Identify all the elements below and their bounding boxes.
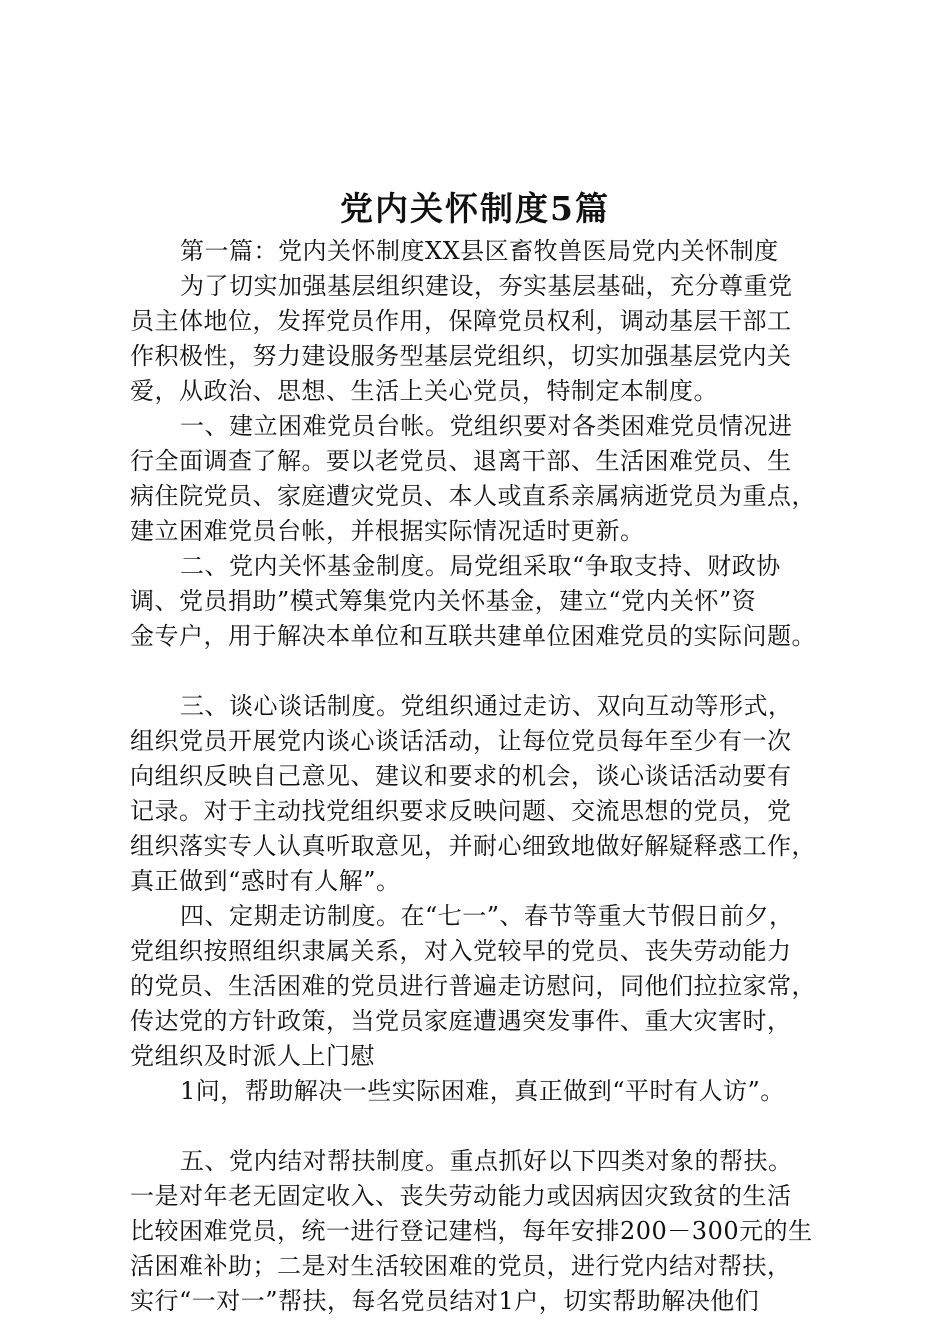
section-heading: 第一篇：党内关怀制度XX县区畜牧兽医局党内关怀制度 [180, 237, 779, 265]
paragraph-line: 四、定期走访制度。在“七一”、春节等重大节假日前夕， [180, 902, 794, 930]
paragraph-line: 员主体地位，发挥党员作用，保障党员权利，调动基层干部工 [130, 307, 792, 335]
paragraph-line: 五、党内结对帮扶制度。重点抓好以下四类对象的帮扶。 [180, 1147, 793, 1175]
paragraph-line: 比较困难党员，统一进行登记建档，每年安排200－300元的生 [130, 1217, 813, 1245]
paragraph-line: 为了切实加强基层组织建设，夯实基层基础，充分尊重党 [180, 272, 793, 300]
paragraph-line: 党组织及时派人上门慰 [130, 1042, 375, 1070]
paragraph-line: 组织落实专人认真听取意见，并耐心细致地做好解疑释惑工作， [130, 832, 816, 860]
paragraph-line: 二、党内关怀基金制度。局党组采取“争取支持、财政协 [180, 552, 781, 580]
paragraph-line: 行全面调查了解。要以老党员、退离干部、生活困难党员、生 [130, 447, 792, 475]
paragraph-line: 记录。对于主动找党组织要求反映问题、交流思想的党员，党 [130, 797, 792, 825]
paragraph-line: 建立困难党员台帐，并根据实际情况适时更新。 [130, 517, 645, 545]
document-title: 党内关怀制度5篇 [340, 189, 610, 228]
paragraph-line: 活困难补助；二是对生活较困难的党员，进行党内结对帮扶， [130, 1252, 792, 1280]
paragraph-line: 组织党员开展党内谈心谈话活动，让每位党员每年至少有一次 [130, 727, 792, 755]
paragraph-line: 一是对年老无固定收入、丧失劳动能力或因病因灾致贫的生活 [130, 1182, 792, 1210]
paragraph-line: 金专户，用于解决本单位和互联共建单位困难党员的实际问题。 [130, 622, 816, 650]
paragraph-line: 真正做到“惑时有人解”。 [130, 867, 401, 895]
paragraph-line: 1问，帮助解决一些实际困难，真正做到“平时有人访”。 [180, 1077, 785, 1105]
paragraph-line: 党组织按照组织隶属关系，对入党较早的党员、丧失劳动能力 [130, 937, 792, 965]
paragraph-line: 的党员、生活困难的党员进行普遍走访慰问，同他们拉拉家常， [130, 972, 816, 1000]
paragraph-line: 一、建立困难党员台帐。党组织要对各类困难党员情况进 [180, 412, 793, 440]
paragraph-line: 传达党的方针政策，当党员家庭遭遇突发事件、重大灾害时， [130, 1007, 792, 1035]
paragraph-line: 向组织反映自己意见、建议和要求的机会，谈心谈话活动要有 [130, 762, 792, 790]
paragraph-line: 爱，从政治、思想、生活上关心党员，特制定本制度。 [130, 377, 718, 405]
paragraph-line: 病住院党员、家庭遭灾党员、本人或直系亲属病逝党员为重点， [130, 482, 816, 510]
paragraph-line: 作积极性，努力建设服务型基层党组织，切实加强基层党内关 [130, 342, 792, 370]
paragraph-line: 实行“一对一”帮扶，每名党员结对1户，切实帮助解决他们 [130, 1287, 760, 1315]
paragraph-line: 调、党员捐助”模式筹集党内关怀基金，建立“党内关怀”资 [130, 587, 757, 615]
paragraph-line: 三、谈心谈话制度。党组织通过走访、双向互动等形式， [180, 692, 793, 720]
